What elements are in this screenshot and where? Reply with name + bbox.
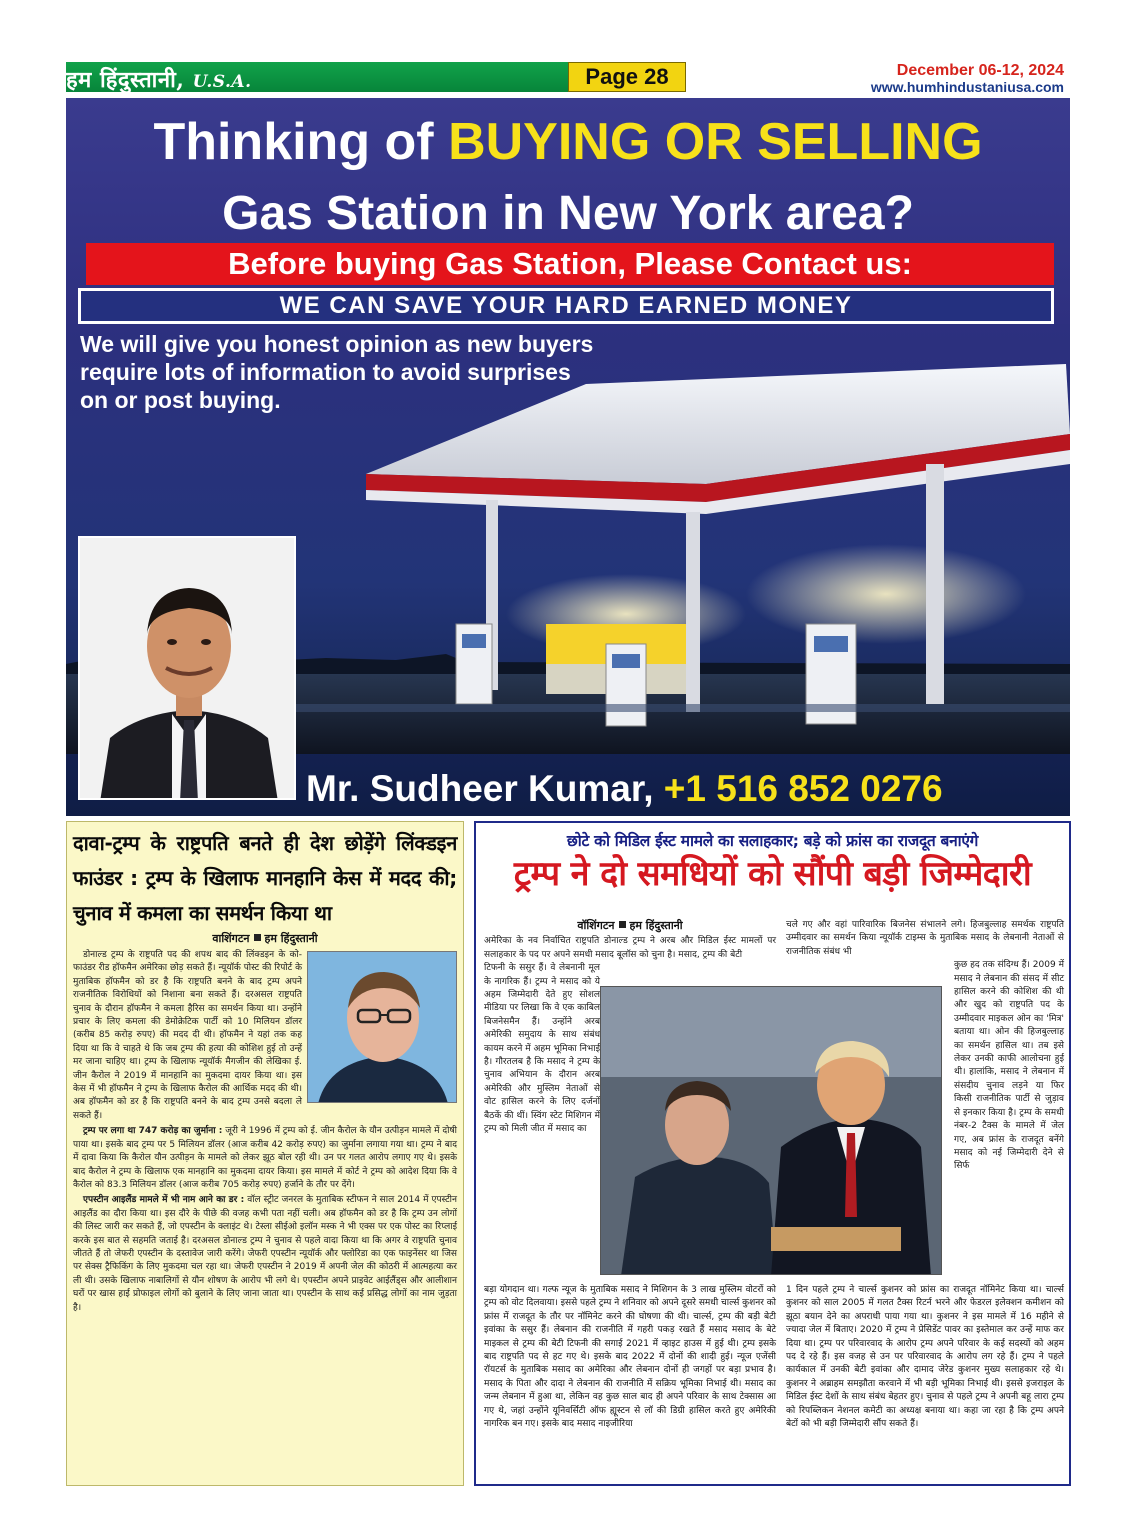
newspaper-title-suffix: U.S.A. [192,72,252,92]
photo-image [308,952,457,1103]
ad-description: We will give you honest opinion as new buyers require lots of information to avoid surprises on or post buying. [80,331,594,413]
issue-date: December 06-12, 2024 [896,62,1064,79]
advertiser-portrait [78,536,296,800]
contact-phone[interactable]: +1 516 852 0276 [663,768,943,809]
gas-station-advertisement [66,98,1070,816]
right-article-bottom-right: 1 दिन पहले ट्रम्प ने चार्ल्स कुशनर को फ्रांस का राजदूत नॉमिनेट किया था। चार्ल्स कुशनर को साल 2005 में गलत टैक्स रिटर्न भरने और फेडरल इलेक्शन कमीशन को झूठा बयान देने का अपराधी पाया गया था। कुशनर ने इस मामले में 16 महीने से ज्यादा जेल में बिताए। 2020 में ट्रम्प ने प्रेसिडेंट पावर का इस्तेमाल कर उन्हें माफ कर दिया था। ट्रम्प पर परिवारवाद के आरोप ट्रम्प अपने परिवार के कई सदस्यों को अहम पद दे रहे हैं। इस वजह से उन पर परिवारवाद के आरोप लग रहे हैं। ट्रम्प ने पहले कार्यकाल में उनकी बेटी इवांका और दामाद जेरेड कुशनर मुख्य सलाहकार रहे थे। कुशनर ने अब्राहम समझौता करवाने में भी बड़ी भूमिका निभाई थी। इससे इजराइल के मिडिल ईस्ट देशों के साथ संबंध बेहतर हुए। चुनाव से पहले ट्रम्प ने अपनी बहू लारा ट्रम्प को रिपब्लिकन नेशनल कमेटी का अध्यक्ष बनाया था। कहा जा रहा है कि ट्रम्प अपने बेटों को भी बड़ी जिम्मेदारी सौंप सकते हैं। [786,1285,1064,1430]
ad-headline-line1: Thinking of BUYING OR SELLING [153,113,983,171]
portrait-image [80,538,296,800]
left-article-para-2: ट्रम्प पर लगा था 747 करोड़ का जुर्माना : जूरी ने 1996 में ट्रम्प को ई. जीन कैरोल के यौन उत्पीड़न मामले में दोषी पाया था। इसके बाद ट्रम्प पर 5 मिलियन डॉलर (आज करीब 42 करोड़ रुपए) का जुर्माना लगाया गया था। ट्रम्प ने बाद में दावा किया कि कैरोल यौन उत्पीड़न के मामले को लेकर झूठ बोल रही थी। उन पर गलत आरोप लगाए गए थे। इसके बाद कैरोल ने ट्रम्प के खिलाफ एक मानहानि का मुकदमा दायर किया। इस मामले में कोर्ट ने ट्रम्प को आदेश दिया कि वे कैरोल को 83.3 मिलियन डॉलर (आज करीब 705 करोड़ रुपए) हर्जाने के तौर पर देंगे। [73,1126,458,1190]
right-article-col1-narrow: टिफनी के ससुर हैं। वे लेबनानी मूल के नागरिक हैं। ट्रम्प ने मसाद को ये अहम जिम्मेदारी देते हुए सोशल मीडिया पर लिखा कि वे एक काबिल बिजनेसमैन हैं। उन्होंने अरब अमेरिकी समुदाय के साथ संबंध कायम करने में अहम भूमिका निभाई है। गौरतलब है कि मसाद ने ट्रम्प के चुनाव अभियान के दौरान अरब अमेरिकी और मुस्लिम नेताओं से वोट हासिल करने के लिए दर्जनों बैठकें की थीं। स्विंग स्टेट मिशिगन में ट्रम्प को मिली जीत में मसाद का [484,963,600,1135]
issue-date-block [871,62,1064,96]
masthead [66,62,1070,96]
contact-name: Mr. Sudheer Kumar, [306,768,664,809]
ad-headline-highlight: BUYING OR SELLING [448,113,983,171]
photo-image [601,987,942,1275]
left-article-para-1: डोनाल्ड ट्रम्प के राष्ट्रपति पद की शपथ बाद की लिंक्डइन के को-फाउंडर रीड हॉफमैन अमेरिका छोड़ सकते हैं। न्यूयॉर्क पोस्ट की रिपोर्ट के मुताबिक हॉफमैन को डर है कि राष्ट्रपति बनने के बाद ट्रम्प अपने राजनीतिक विरोधियों को निशाना बना सकते हैं। दरअसल राष्ट्रपति चुनाव के दौरान हॉफमैन ने कमला हैरिस का समर्थन किया था। उन्होंने प्रचार के लिए कमला की डेमोक्रेटिक पार्टी को 10 मिलियन डॉलर (करीब 85 करोड़ रुपए) की मदद दी थी। हॉफमैन ने यहां तक कह दिया था कि वे चाहते थे कि जब ट्रम्प की हत्या की कोशिश हुई तो उन्हें मर जाना चाहिए था। ट्रम्प के खिलाफ न्यूयॉर्क मैगजीन की लेखिका ई. जीन कैरोल ने 2019 में मानहानि का मुकदमा दायर किया था। इस केस में भी हॉफमैन ने ट्रम्प के खिलाफ कैरोल की आर्थिक मदद की थी। अब हॉफमैन को डर है कि राष्ट्रपति बनने के बाद ट्रम्प उनसे बदला ले सकते हैं। [73,950,302,1121]
left-article [66,821,464,1486]
ad-headline-line2: Gas Station in New York area? [222,187,914,240]
ad-savings-banner: WE CAN SAVE YOUR HARD EARNED MONEY [78,288,1054,324]
left-article-para-3: एपस्टीन आइलैंड मामले में भी नाम आने का डर : वॉल स्ट्रीट जनरल के मुताबिक स्टीफन ने साल 2014 में एपस्टीन आइलैंड का दौरा किया था। इस दौरे के पीछे की वजह कभी पता नहीं चली। अब हॉफमैन को डर है कि ट्रम्प उन लोगों की लिस्ट जारी कर सकते हैं, जो एपस्टीन के क्लाइंट थे। टेस्ला सीईओ इलॉन मस्क ने भी एक्स पर एक पोस्ट का रिप्लाई करके इस बात से सहमति जताई है। दरअसल डोनाल्ड ट्रम्प ने चुनाव से पहले वादा किया था कि अगर वे राष्ट्रपति चुनाव जीतते हैं तो जेफरी एपस्टीन के दस्तावेज जारी करेंगे। जेफरी एपस्टीन न्यूयॉर्क और फ्लोरिडा का एक फाइनेंसर था जिस पर सेक्स ट्रैफिकिंग के लिए मुकदमा चल रहा था। जेफरी एपस्टीन ने 2019 में अपनी जेल की कोठरी में आत्महत्या कर ली थी। उसके खिलाफ नाबालिगों से यौन शोषण के आरोप भी लगे थे। एपस्टीन अपने प्राइवेट आईलैंड्स और आलीशान घरों पर खास हाई प्रोफाइल लोगों को बुलाने के लिए जाना जाता था। एपस्टीन के साथ कई प्रसिद्ध लोगों का नाम जुड़ता है। [73,1195,457,1313]
right-article-col1-intro: अमेरिका के नव निर्वाचित राष्ट्रपति डोनाल्ड ट्रम्प ने अरब और मिडिल ईस्ट मामलों पर सलाहकार के पद पर अपने समधी मसाद बूलॉस को चुना है। मसाद, ट्रम्प की बेटी [484,936,776,960]
byline-square-icon [254,934,261,941]
right-article-col2-narrow: कुछ हद तक संदिग्ध हैं। 2009 में मसाद ने लेबनान की संसद में सीट हासिल करने की कोशिश की थी और खुद को राष्ट्रपति पद के उम्मीदवार माइकल ओन का 'मित्र' बताया था। ओन की हिजबुल्लाह का समर्थन हासिल था। तब इसे लेकर उनकी काफी आलोचना हुई थी। हालांकि, मसाद ने लेबनान में संसदीय चुनाव लड़ने या फिर किसी राजनीतिक पार्टी से जुड़ाव से इनकार किया है। ट्रम्प के समधी नंबर-2 टैक्स के मामले में जेल गए, अब फ्रांस के राजदूत बनेंगे मसाद को नई जिम्मेदारी देने से सिर्फ [954,960,1064,1172]
byline-square-icon [619,921,626,928]
right-article-bottom-left: बड़ा योगदान था। गल्फ न्यूज के मुताबिक मसाद ने मिशिगन के 3 लाख मुस्लिम वोटरों को ट्रम्प को वोट दिलवाया। इससे पहले ट्रम्प ने शनिवार को अपने दूसरे समधी चार्ल्स कुशनर को फ्रांस में राजदूत के तौर पर नॉमिनेट करने की घोषणा की थी। चार्ल्स, ट्रम्प की बड़ी बेटी इवांका के ससुर हैं। लेबनान की राजनीति में गहरी पकड़ रखते हैं मसाद मसाद के बेटे माइकल से ट्रम्प की बेटी टिफनी की सगाई 2021 में व्हाइट हाउस में हुई थी। ट्रम्प इसके बाद राष्ट्रपति पद से हट गए थे। इसके बाद 2022 में दोनों की शादी हुई। न्यूज एजेंसी रॉयटर्स के मुताबिक मसाद का अमेरिका और लेबनान दोनों ही जगहों पर बड़ा प्रभाव है। मसाद के पिता और दादा ने लेबनान की राजनीति में सक्रिय भूमिका निभाई थी। मसाद का जन्म लेबनान में हुआ था, लेकिन वह कुछ साल बाद ही अपने परिवार के साथ टेक्सास आ गए थे, जहां उन्होंने यूनिवर्सिटी ऑफ ह्यूस्टन से लॉ की डिग्री हासिल करते हुए अमेरिकी नागरिक बन गए। इसके बाद मसाद नाइजीरिया [484,1285,776,1430]
right-article [474,821,1071,1486]
left-article-body [67,949,463,1315]
right-article-byline: वॉशिंगटन हम हिंदुस्तानी [577,919,683,932]
right-article-photo [600,986,942,1275]
ad-contact-line [306,768,1066,810]
right-article-kicker: छोटे को मिडिल ईस्ट मामले का सलाहकार; बड़े को फ्रांस का राजदूत बनाएंगे [566,832,979,850]
newspaper-title: हम हिंदुस्तानी, U.S.A. [66,67,252,93]
right-article-headline: ट्रम्प ने दो समधियों को सौंपी बड़ी जिम्मेदारी [513,854,1032,894]
left-article-headline: दावा-ट्रम्प के राष्ट्रपति बनते ही देश छोड़ेंगे लिंक्डइन फाउंडर : ट्रम्प के खिलाफ मानहानि केस में मदद की; चुनाव में कमला का समर्थन किया था [73,831,457,925]
right-article-col2-intro: चले गए और वहां पारिवारिक बिजनेस संभालने लगे। हिजबुल्लाह समर्थक राष्ट्रपति उम्मीदवार का समर्थन किया न्यूयॉर्क टाइम्स के मुताबिक मसाद के लेबनानी नेताओं से राजनीतिक संबंध भी [786,920,1064,957]
website-link[interactable]: www.humhindustaniusa.com [870,79,1064,95]
page-number: Page 28 [568,62,686,92]
left-article-photo [307,951,457,1103]
ad-contact-banner: Before buying Gas Station, Please Contact us: [86,243,1054,285]
left-article-byline: वाशिंगटन हम हिंदुस्तानी [212,932,318,945]
